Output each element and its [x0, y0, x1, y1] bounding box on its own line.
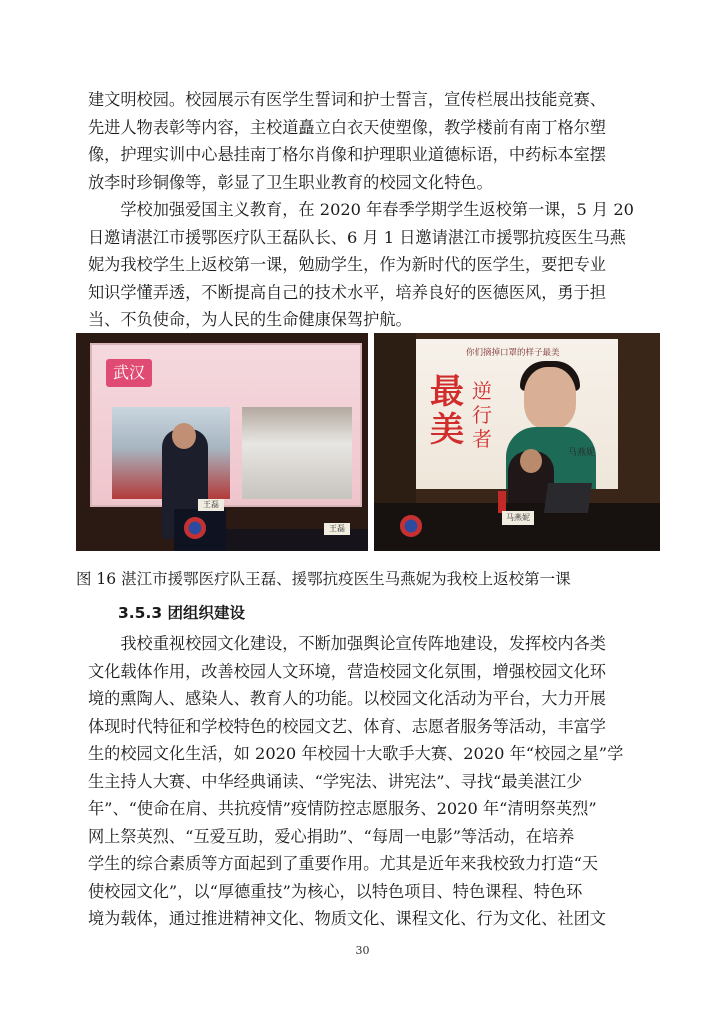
school-emblem-icon — [400, 515, 422, 537]
school-emblem-icon — [184, 517, 206, 539]
speaker-head — [520, 449, 542, 473]
text-line: 文化载体作用，改善校园人文环境，营造校园文化氛围，增强校园文化环 — [88, 661, 606, 681]
text-line: 网上祭英烈、“互爱互助，爱心捐助”、“每周一电影”等活动，在培养 — [88, 826, 575, 846]
water-bottle — [498, 491, 506, 513]
page-number: 30 — [355, 944, 370, 957]
paragraph-campus-display — [88, 86, 648, 196]
text-line: 体现时代特征和学校特色的校园文艺、体育、志愿者服务等活动，丰富学 — [88, 716, 606, 736]
screen-image-medical-staff — [242, 407, 352, 499]
text-line: 生的校园文化生活，如 2020 年校园十大歌手大赛、2020 年“校园之星”学 — [88, 744, 624, 763]
figure-caption: 图 16 湛江市援鄂医疗队王磊、援鄂抗疫医生马燕妮为我校上返校第一课 — [76, 570, 571, 588]
podium-name-tag: 王磊 — [198, 499, 224, 511]
photo-ma-yanni-lecture — [374, 333, 660, 551]
paragraph-patriotic-education — [88, 196, 648, 334]
text-line: 生主持人大赛、中华经典诵读、“学宪法、讲宪法”、寻找“最美湛江少 — [88, 771, 583, 791]
text-line: 知识学懂弄透，不断提高自己的技术水平，培养良好的医德医风，勇于担 — [88, 282, 606, 302]
screen-big-text: 最美 — [430, 372, 464, 450]
speaker-head — [172, 423, 196, 449]
text-line: 放李时珍铜像等，彰显了卫生职业教育的校园文化特色。 — [88, 172, 493, 192]
screen-badge: 武汉 — [106, 359, 152, 387]
screen-headline: 你们摘掉口罩的样子最美 — [466, 348, 560, 358]
table-name-tag: 王磊 — [324, 523, 350, 535]
text-line: 当、不负使命，为人民的生命健康保驾护航。 — [88, 310, 412, 329]
text-line: 境的熏陶人、感染人、教育人的功能。以校园文化活动为平台，大力开展 — [88, 689, 606, 708]
laptop — [544, 483, 592, 513]
text-line: 学生的综合素质等方面起到了重要作用。尤其是近年来我校致力打造“天 — [88, 854, 599, 873]
section-heading: 3.5.3 团组织建设 — [118, 604, 246, 622]
text-line: 年”、“使命在肩、共抗疫情”疫情防控志愿服务、2020 年“清明祭英烈” — [88, 799, 597, 818]
desk-name-tag: 马燕妮 — [502, 511, 534, 525]
screen-name: 马燕妮 — [568, 448, 596, 458]
text-line: 学校加强爱国主义教育，在 2020 年春季学期学生返校第一课，5 月 20 — [88, 200, 634, 219]
text-line: 建文明校园。校园展示有医学生誓词和护士誓言，宣传栏展出技能竞赛、 — [88, 90, 606, 109]
text-line: 我校重视校园文化建设，不断加强舆论宣传阵地建设，发挥校内各类 — [88, 634, 606, 653]
text-line: 境为载体，通过推进精神文化、物质文化、课程文化、行为文化、社团文 — [88, 909, 606, 928]
text-line: 使校园文化”，以“厚德重技”为核心，以特色项目、特色课程、特色环 — [88, 881, 583, 901]
photo-wang-lei-lecture — [76, 333, 368, 551]
portrait-face — [524, 367, 576, 429]
screen-vertical-text: 逆行者 — [472, 379, 492, 451]
projection-screen — [90, 343, 362, 507]
text-line: 日邀请湛江市援鄂医疗队王磊队长、6 月 1 日邀请湛江市援鄂抗疫医生马燕 — [88, 227, 626, 247]
text-line: 像，护理实训中心悬挂南丁格尔肖像和护理职业道德标语，中药标本室摆 — [88, 145, 606, 164]
text-line: 先进人物表彰等内容，主校道矗立白衣天使塑像，教学楼前有南丁格尔塑 — [88, 117, 606, 137]
paragraph-campus-culture — [88, 630, 648, 933]
text-line: 妮为我校学生上返校第一课，勉励学生，作为新时代的医学生，要把专业 — [88, 255, 606, 274]
